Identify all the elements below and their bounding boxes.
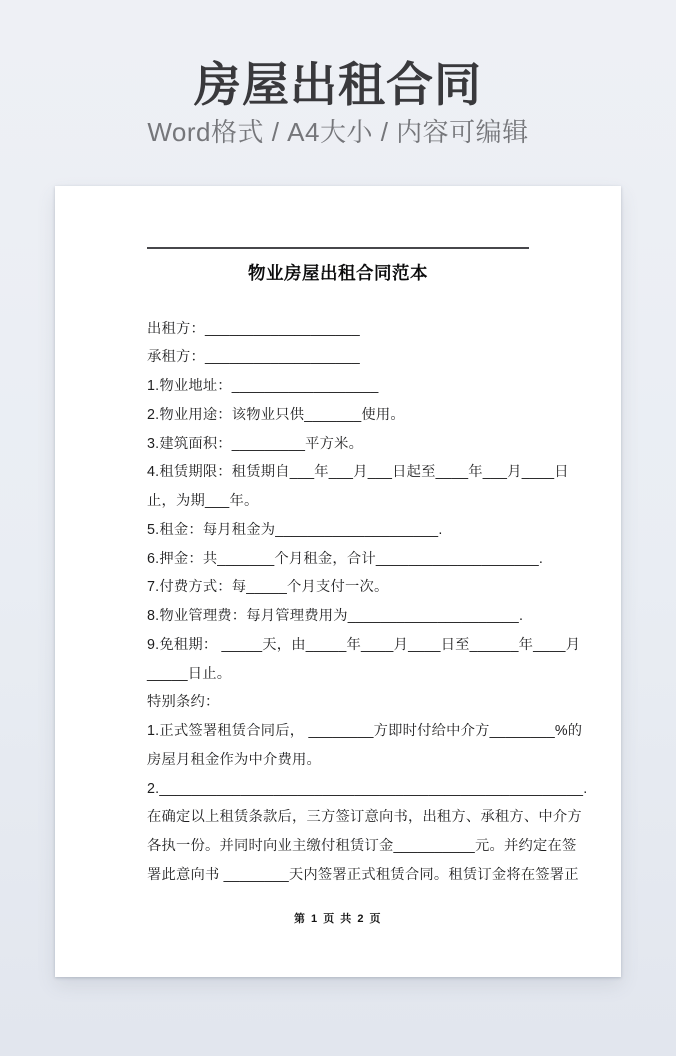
doc-line-rent-free-cont: _____日止。 <box>147 665 232 682</box>
doc-line-term: 4.租赁期限：租赁期自___年___月___日起至____年___月____日 <box>147 464 569 481</box>
doc-line-closing-1: 在确定以上租赁条款后，三方签订意向书，出租方、承租方、中介方 <box>147 809 582 826</box>
doc-line-special-1: 1.正式签署租赁合同后， ________方即时付给中介方________%的 <box>147 723 583 739</box>
doc-line-deposit: 6.押金：共_______个月租金，合计____________________. <box>147 550 544 567</box>
document-page-preview <box>55 186 621 977</box>
doc-line-payment: 7.付费方式：每_____个月支付一次。 <box>147 579 389 596</box>
banner-subtitle: Word格式 / A4大小 / 内容可编辑 <box>147 117 529 148</box>
header-rule <box>147 247 529 249</box>
page-number: 第 1 页 共 2 页 <box>293 913 383 925</box>
doc-line-address: 1.物业地址：__________________ <box>147 378 379 394</box>
doc-line-rent: 5.租金：每月租金为____________________. <box>147 521 443 538</box>
document-body <box>147 315 587 890</box>
doc-line-lessee: 承租方：___________________ <box>147 349 360 366</box>
doc-line-area: 3.建筑面积：_________平方米。 <box>147 435 364 452</box>
document-title: 物业房屋出租合同范本 <box>248 263 428 283</box>
doc-line-special-1-cont: 房屋月租金作为中介费用。 <box>147 751 321 768</box>
banner <box>0 0 676 149</box>
doc-line-closing-3: 署此意向书 ________天内签署正式租赁合同。租赁订金将在签署正 <box>147 866 579 883</box>
doc-line-rent-free: 9.免租期： _____天，由_____年____月____日至______年____月 <box>147 636 581 653</box>
doc-line-management-fee: 8.物业管理费：每月管理费用为_____________________. <box>147 608 524 624</box>
doc-line-term-cont: 止，为期___年。 <box>147 493 259 509</box>
doc-line-lessor: 出租方：___________________ <box>147 320 360 337</box>
banner-title: 房屋出租合同 <box>194 58 482 111</box>
doc-line-closing-2: 各执一份。并同时向业主缴付租赁订金__________元。并约定在签 <box>147 838 577 854</box>
doc-line-usage: 2.物业用途：该物业只供_______使用。 <box>147 406 405 423</box>
doc-line-special-terms-heading: 特别条约： <box>147 694 220 711</box>
doc-line-special-2: 2.____________________________________________________. <box>147 780 588 797</box>
